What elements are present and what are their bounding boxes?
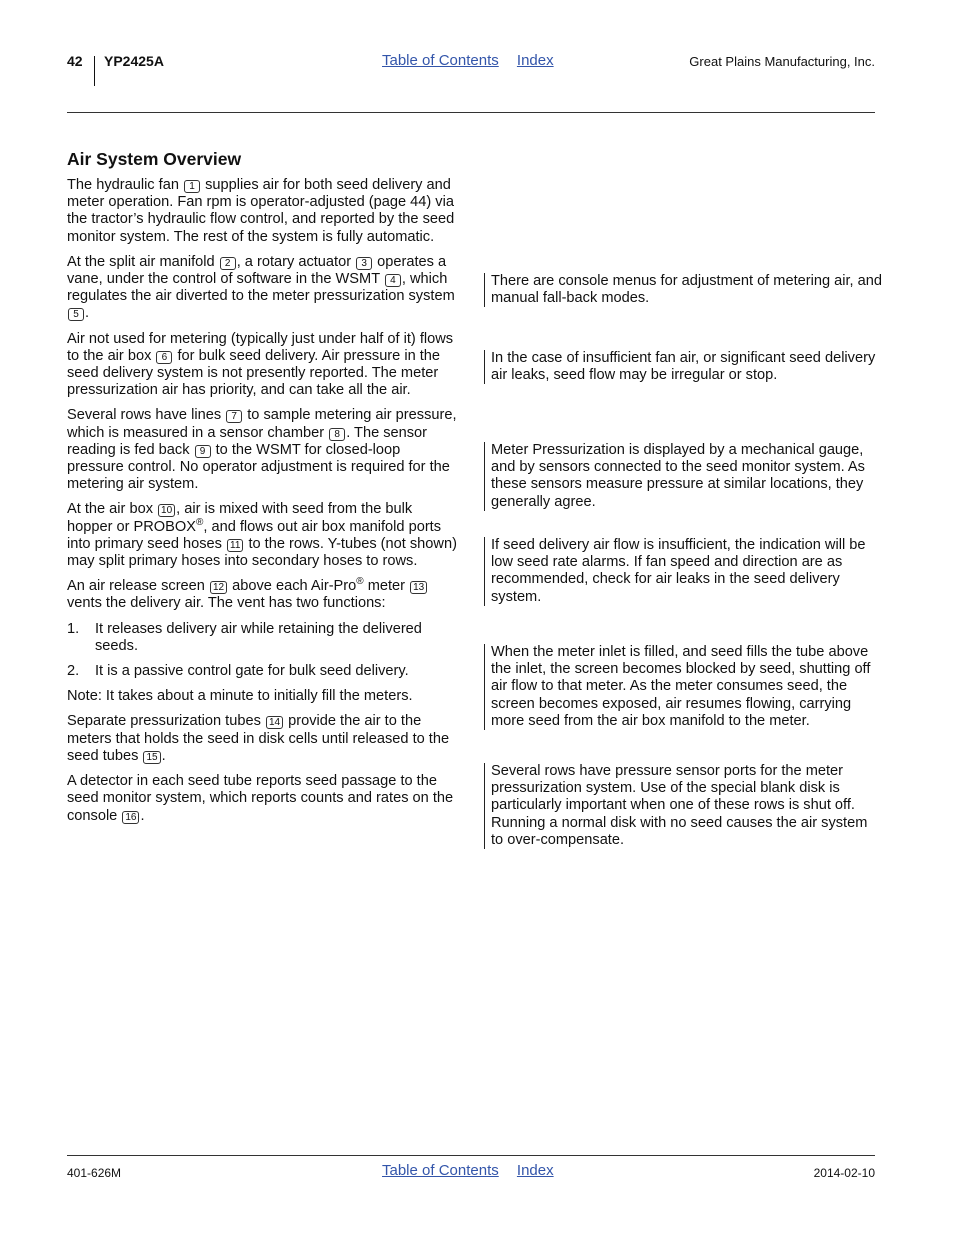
main-column [67,148,459,833]
paragraph-seed-mixing [67,501,459,570]
list-number: 2. [67,663,80,680]
text: . The sensor reading is fed back [67,424,428,458]
text: Several rows have lines [67,407,226,424]
side-note-meter-pressurization: Meter Pressurization is displayed by a mechanical gauge, and by sensors connected to the seed monitor system. As these sensors measure pressure at similar locations, they generally agree. [484,442,883,511]
text: to the WSMT for closed-loop pressure control. No operator adjustment is required for the metering air system. [67,441,450,493]
side-note-sensor-ports: Several rows have pressure sensor ports for the meter pressurization system. Use of the special blank disk is particularly important when one of these rows is shut off. Running a normal disk with no seed causes the air system to over-compensate. [484,763,883,849]
text: Air not used for metering (typically just under half of it) flows to the air box [67,330,454,364]
text: . [140,807,145,824]
page-number: 42 [67,53,83,69]
header-links [382,52,568,69]
table-of-contents-link[interactable]: Table of Contents [382,1162,499,1179]
text: , air is mixed with seed from the bulk hopper or PROBOX [67,501,413,535]
text: vents the delivery air. The vent has two functions: [67,595,386,612]
text: At the split air manifold [67,253,219,270]
list-number: 1. [67,620,80,637]
index-link[interactable]: Index [516,1162,554,1179]
text: above each Air-Pro [228,578,357,595]
text: , which regulates the air diverted to the meter pressurization system [67,271,455,305]
callout-6: 6 [156,351,172,364]
header-divider [94,56,95,86]
text: meter [363,578,410,595]
paragraph-air-release-screen [67,578,459,612]
document-id: YP2425A [104,53,164,69]
company-name: Great Plains Manufacturing, Inc. [689,54,875,69]
callout-4: 4 [385,274,401,287]
callout-16: 16 [122,811,139,824]
callout-15: 15 [143,751,160,764]
list-item [67,663,459,680]
paragraph-pressurization-tubes [67,713,459,765]
paragraph-hydraulic-fan [67,177,459,246]
registered-mark: ® [195,516,204,528]
side-note-console-menus: There are console menus for adjustment of metering air, and manual fall-back modes. [484,273,883,307]
footer-rule [67,1155,875,1156]
revision-date: 2014-02-10 [813,1166,875,1180]
footer-links [382,1162,568,1179]
text: for bulk seed delivery. Air pressure in the seed delivery system is not presently reported. The meter pressurization air has priority, and can take all the air. [67,347,441,399]
text: operates a vane, under the control of software in the WSMT [67,253,447,288]
document-number: 401-626M [67,1166,122,1180]
callout-9: 9 [195,445,211,458]
note-fill-time: Note: It takes about a minute to initially fill the meters. [67,688,413,705]
list-item [67,621,459,655]
callout-1: 1 [184,180,200,193]
callout-7: 7 [226,410,242,423]
callout-8: 8 [329,428,345,441]
side-note-insufficient-air: In the case of insufficient fan air, or significant seed delivery air leaks, seed flow may be irregular or stop. [484,350,883,384]
functions-list [67,621,459,681]
page-footer [67,1162,875,1186]
text: . [85,305,90,322]
section-title: Air System Overview [67,149,242,169]
text: A detector in each seed tube reports seed passage to the seed monitor system, which reports counts and rates on the console [67,773,454,824]
registered-mark: ® [356,576,364,588]
text: to the rows. Y-tubes (not shown) may split primary hoses into secondary hoses to rows. [67,535,457,570]
text: to sample metering air pressure, which is measured in a sensor chamber [67,407,457,441]
list-text: It releases delivery air while retaining the delivered seeds. [95,620,422,654]
text: . [161,747,166,764]
callout-2: 2 [220,257,236,270]
header-rule [67,112,875,113]
side-note-meter-inlet: When the meter inlet is filled, and seed fills the tube above the inlet, the screen becomes blocked by seed, shutting off air flow to that meter. As the meter consumes seed, the screen becomes exposed, air resumes flowing, carrying more seed from the air box manifold to the meter. [484,644,883,730]
paragraph-detector [67,773,459,825]
list-text: It is a passive control gate for bulk seed delivery. [95,663,409,680]
callout-11: 11 [227,539,243,552]
callout-13: 13 [410,581,427,594]
callout-5: 5 [68,308,84,321]
text: , and flows out air box manifold ports into primary seed hoses [67,518,442,552]
text: At the air box [67,501,158,518]
text: , a rotary actuator [236,253,356,270]
callout-12: 12 [210,581,227,594]
callout-14: 14 [266,716,283,729]
page-header [67,52,875,92]
table-of-contents-link[interactable]: Table of Contents [382,52,499,69]
text: supplies air for both seed delivery and meter operation. Fan rpm is operator-adjusted (page 44) via the tractor’s hydraulic flow control, and reported by the seed monitor system. The rest of the system is fully automatic. [67,177,455,245]
text: Separate pressurization tubes [67,713,265,730]
text: provide the air to the meters that holds the seed in disk cells until released to the seed tubes [67,713,450,764]
side-note-low-seed-rate: If seed delivery air flow is insufficient, the indication will be low seed rate alarms. If fan speed and direction are as recommended, check for air leaks in the seed delivery system. [484,537,883,606]
text: An air release screen [67,578,209,595]
paragraph-split-manifold [67,254,459,323]
callout-10: 10 [158,504,175,517]
paragraph-air-box [67,331,459,400]
index-link[interactable]: Index [516,52,554,69]
paragraph-sensor-lines [67,407,459,493]
text: The hydraulic fan [67,177,184,193]
callout-3: 3 [356,257,372,270]
